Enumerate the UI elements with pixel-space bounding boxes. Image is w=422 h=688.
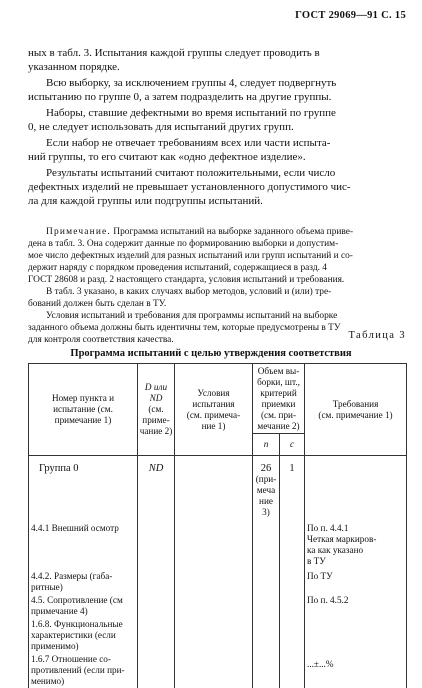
cell-dnd [138, 568, 175, 594]
header-line: испытание (см. [53, 404, 113, 414]
header-line: Требования [332, 398, 379, 409]
header-n: n [253, 434, 280, 456]
paragraph [28, 106, 406, 134]
note-line-first [28, 226, 406, 238]
cell-line: в ТУ [307, 556, 326, 566]
table-row [29, 568, 407, 594]
cell-line: По п. 4.4.1 [307, 523, 349, 533]
cell-line: ...±...% [307, 659, 334, 669]
cell-conditions [175, 456, 253, 520]
header-line: испытания [192, 398, 235, 409]
note-line: мое число дефектных изделий для разных испытаний или групп испытаний и со- [28, 251, 353, 261]
header-line: мечание 2) [257, 420, 300, 431]
cell-requirements [305, 653, 407, 688]
header-line: (см. при- [260, 409, 297, 420]
table-number: Таблица 3 [348, 330, 406, 341]
cell-line: По п. 4.5.2 [307, 595, 349, 605]
cell-line: характеристики (если [31, 630, 116, 640]
header-item [29, 364, 138, 456]
cell-line: 26 [260, 463, 272, 474]
header-line: приме- [142, 415, 170, 425]
header-c: c [280, 434, 305, 456]
cell-n [253, 618, 280, 653]
cell-line: примечание 4) [31, 606, 88, 616]
cell-dnd [138, 618, 175, 653]
cell-requirements [305, 568, 407, 594]
cell-conditions [175, 594, 253, 618]
cell-n [253, 456, 280, 520]
header-sample [253, 364, 305, 434]
running-head: ГОСТ 29069—91 С. 15 [295, 10, 406, 21]
text-line: ла для каждой группы или подгруппы испытаний. [28, 195, 263, 207]
cell-item [29, 456, 138, 520]
note-line: дена в табл. 3. Она содержит данные по формированию выборки и допустим- [28, 239, 339, 249]
note-line: Условия испытаний и требования для программы испытаний на выборке [46, 311, 338, 321]
text-line: ных в табл. 3. Испытания каждой группы следует проводить в [28, 47, 320, 59]
cell-line: применимо) [31, 641, 79, 651]
header-line: Объем вы- [257, 365, 300, 376]
cell-line: Группа 0 [39, 463, 79, 474]
cell-dnd: ND [138, 456, 175, 520]
paragraph [28, 76, 406, 104]
cell-c [280, 519, 305, 568]
note-line: для контроля соответствия качества. [28, 335, 174, 345]
cell-line: ка как указано [307, 545, 364, 555]
body-text [28, 46, 406, 210]
cell-requirements [305, 519, 407, 568]
cell-item [29, 568, 138, 594]
text-line: Если набор не отвечает требованиям всех или части испыта- [46, 137, 331, 149]
cell-requirements [305, 594, 407, 618]
cell-conditions [175, 618, 253, 653]
cell-dnd [138, 519, 175, 568]
cell-n [253, 568, 280, 594]
cell-n [253, 594, 280, 618]
test-program-table [28, 363, 407, 688]
table-row [29, 618, 407, 653]
cell-line: Четкая маркиров- [307, 534, 377, 544]
cell-c [280, 618, 305, 653]
text-line: дефектных изделий не превышает установленного допустимого чис- [28, 181, 351, 193]
cell-dnd [138, 594, 175, 618]
cell-conditions [175, 519, 253, 568]
table-row [29, 653, 407, 688]
note-block [28, 226, 406, 346]
cell-item [29, 618, 138, 653]
cell-c [280, 594, 305, 618]
cell-line: По ТУ [307, 571, 333, 581]
note-line: заданного объема должны быть идентичны тем, которые предусмотрены в ТУ [28, 323, 341, 333]
header-requirements [305, 364, 407, 456]
header-d-nd [138, 364, 175, 456]
cell-line: 4.4.2. Размеры (габа- [31, 571, 113, 581]
table-title: Программа испытаний с целью утверждения соответствия [70, 348, 352, 359]
text-line: 0, не следует использовать для испытаний других групп. [28, 121, 294, 133]
header-line: примечание 1) [54, 415, 112, 425]
header-line: приемки [261, 398, 296, 409]
paragraph [28, 46, 406, 74]
header-line: (см. примечание 1) [318, 409, 393, 420]
cell-line: 4.5. Сопротивление (см [31, 595, 123, 605]
header-line: чание 2) [139, 426, 173, 436]
cell-c [280, 653, 305, 688]
table-row [29, 594, 407, 618]
table-row [29, 519, 407, 568]
cell-line: ние 3) [259, 496, 273, 517]
header-line: D или [144, 382, 168, 392]
cell-n [253, 653, 280, 688]
cell-n [253, 519, 280, 568]
text-line: указанном порядке. [28, 61, 120, 73]
cell-item [29, 653, 138, 688]
header-line: Условия [197, 387, 230, 398]
note-line: ГОСТ 28608 и разд. 2 настоящего стандарта, условия испытаний и требования. [28, 275, 345, 285]
header-conditions [175, 364, 253, 456]
cell-line: противлений (если при- [31, 665, 125, 675]
cell-requirements [305, 618, 407, 653]
cell-line: 1.6.7 Отношение со- [31, 654, 111, 664]
cell-c: 1 [280, 456, 305, 520]
table-row [29, 456, 407, 520]
cell-line: 1.6.8. Функциональные [31, 619, 123, 629]
note-text: Программа испытаний на выборке заданного объема приве- [113, 227, 354, 237]
text-line: Всю выборку, за исключением группы 4, следует подвергнуть [46, 77, 337, 89]
cell-conditions [175, 653, 253, 688]
cell-c [280, 568, 305, 594]
text-line: ний группы, то его считают как «одно дефектное изделие». [28, 151, 306, 163]
header-line: (см. [148, 404, 164, 414]
cell-conditions [175, 568, 253, 594]
cell-item [29, 594, 138, 618]
note-line: В табл. 3 указано, в каких случаях выбор методов, условий и (или) тре- [46, 287, 332, 297]
header-line: ND [149, 393, 163, 403]
note-label: Примечание. [46, 227, 111, 237]
header-line: критерий [260, 387, 297, 398]
cell-line: менимо) [31, 676, 65, 686]
cell-item [29, 519, 138, 568]
cell-line: 4.4.1 Внешний осмотр [31, 523, 119, 533]
header-line: борки, шт., [257, 376, 300, 387]
header-line: ние 1) [201, 420, 226, 431]
paragraph [28, 166, 406, 208]
text-line: Результаты испытаний считают положительными, если число [46, 167, 336, 179]
paragraph [28, 136, 406, 164]
cell-line: меча [256, 485, 276, 495]
cell-line: ритные) [31, 582, 63, 592]
header-line: Номер пункта и [51, 393, 115, 403]
note-line: держит наряду с порядком проведения испытаний, содержащиеся в разд. 4 [28, 263, 327, 273]
note-line: бований должен быть сделан в ТУ. [28, 299, 167, 309]
cell-dnd [138, 653, 175, 688]
cell-line: (при- [255, 474, 277, 484]
cell-requirements [305, 456, 407, 520]
text-line: Наборы, ставшие дефектными во время испытаний по группе [46, 107, 336, 119]
header-line: (см. примеча- [186, 409, 241, 420]
text-line: испытанию по группе 0, а затем подразделить на другие группы. [28, 91, 332, 103]
